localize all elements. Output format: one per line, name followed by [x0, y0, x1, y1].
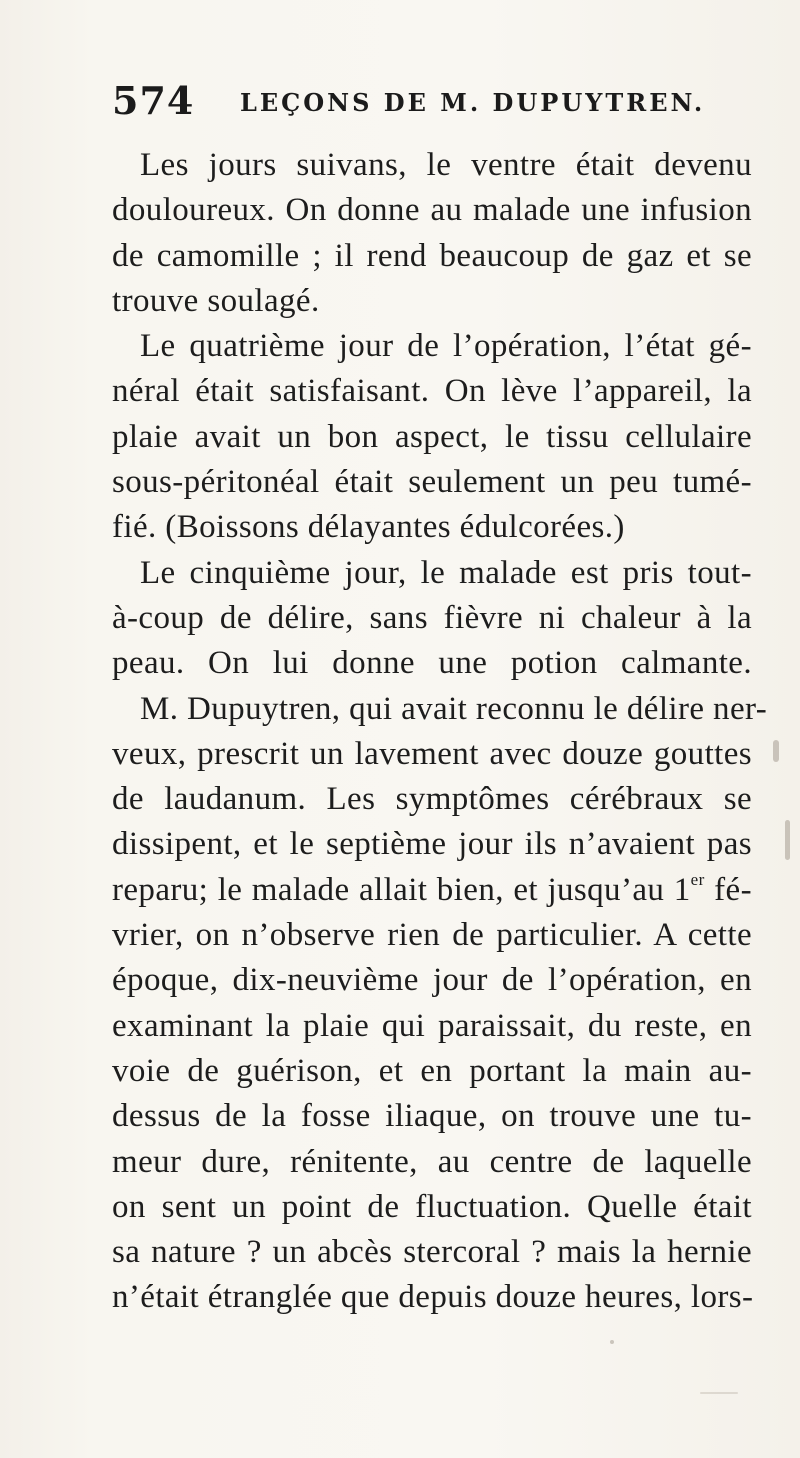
text-line: de laudanum. Les symptômes cérébraux se: [112, 781, 752, 818]
paper-speck: [700, 1392, 738, 1394]
text-line: de camomille ; il rend beaucoup de gaz et se: [112, 237, 752, 274]
paper-speck: [773, 740, 779, 762]
text-line: [112, 868, 752, 913]
text-line: examinant la plaie qui paraissait, du reste, en: [112, 1007, 752, 1044]
paper-speck: [785, 820, 790, 860]
text-line: néral était satisfaisant. On lève l’appareil, la: [112, 373, 752, 410]
text-line: trouve soulagé.: [112, 282, 320, 319]
text-line: époque, dix-neuvième jour de l’opération, en: [112, 962, 752, 999]
text-line: on sent un point de fluctuation. Quelle était: [112, 1188, 752, 1225]
page-number: 574: [112, 78, 195, 123]
text-line: sa nature ? un abcès stercoral ? mais la hernie: [112, 1234, 752, 1271]
text-line: douloureux. On donne au malade une infusion: [112, 192, 752, 229]
text-line: Le quatrième jour de l’opération, l’état gé-: [140, 328, 752, 365]
body-text: [112, 143, 768, 1321]
text-line: Le cinquième jour, le malade est pris tout-: [140, 554, 752, 591]
text-line: à-coup de délire, sans fièvre ni chaleur à la: [112, 599, 752, 636]
text-segment: fé-: [704, 871, 752, 908]
running-title: LEÇONS DE M. DUPUYTREN.: [240, 88, 706, 117]
text-line: sous-péritonéal était seulement un peu tumé-: [112, 464, 752, 501]
text-line: veux, prescrit un lavement avec douze gouttes: [112, 735, 752, 772]
text-line: plaie avait un bon aspect, le tissu cellulaire: [112, 418, 752, 455]
text-line: voie de guérison, et en portant la main au-: [112, 1052, 752, 1089]
text-line: fié. (Boissons délayantes édulcorées.): [112, 509, 625, 546]
text-line: vrier, on n’observe rien de particulier. A cette: [112, 917, 752, 954]
text-line: n’était étranglée que depuis douze heures, lors-: [112, 1279, 754, 1316]
text-line: meur dure, rénitente, au centre de laquelle: [112, 1143, 752, 1180]
text-line: Les jours suivans, le ventre était devenu: [140, 147, 752, 183]
text-line: dessus de la fosse iliaque, on trouve une tu-: [112, 1098, 752, 1135]
page-header: [112, 78, 752, 128]
text-line: dissipent, et le septième jour ils n’avaient pas: [112, 826, 752, 863]
text-segment: reparu; le malade allait bien, et jusqu’au 1: [112, 871, 691, 908]
paper-speck: [610, 1340, 614, 1344]
superscript: er: [690, 869, 705, 889]
text-line: peau. On lui donne une potion calmante.: [112, 645, 752, 682]
text-line: M. Dupuytren, qui avait reconnu le délire ner-: [140, 690, 768, 727]
